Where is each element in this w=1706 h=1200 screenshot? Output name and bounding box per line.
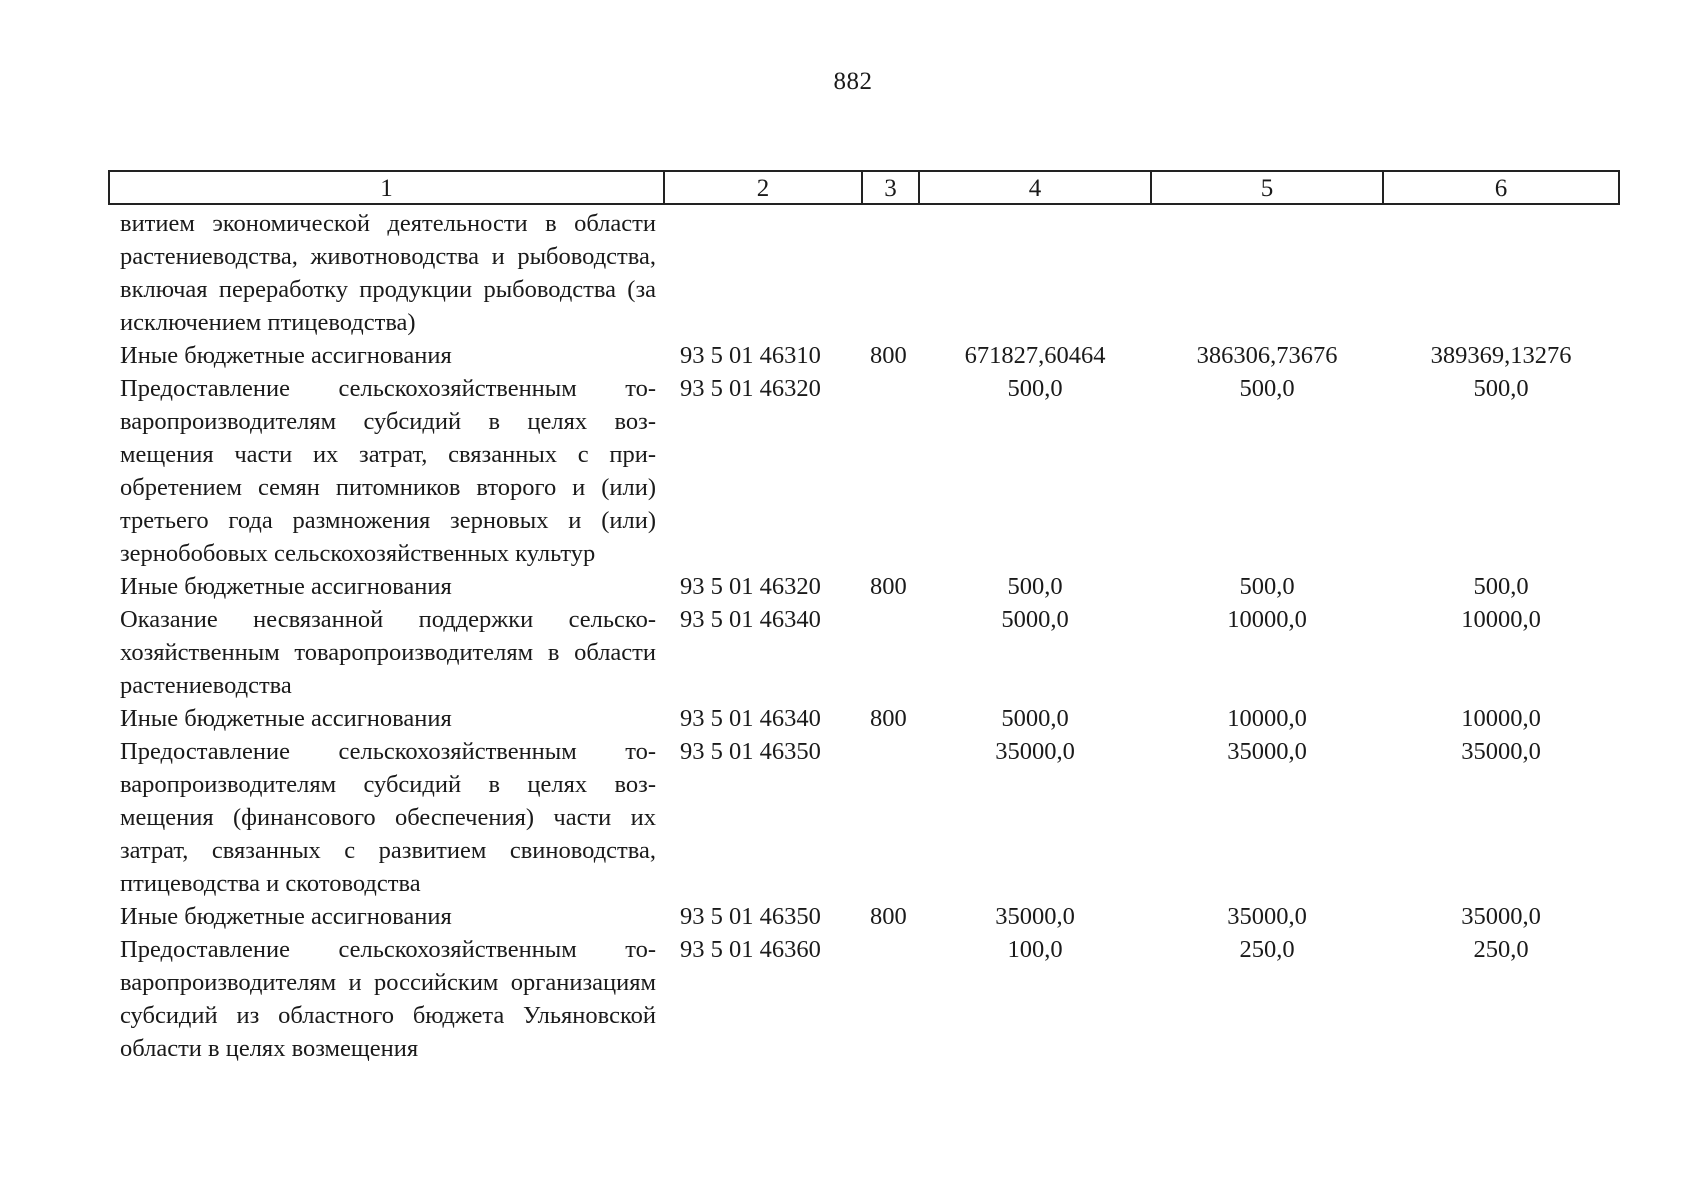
column-header-3: 3	[862, 171, 919, 204]
row-name: Иные бюджетные ассигнования	[120, 342, 452, 369]
row-value-col4	[919, 204, 1151, 339]
row-value-col4: 671827,60464	[964, 342, 1106, 369]
row-expense-type: 800	[870, 903, 907, 930]
row-value-col6: 35000,0	[1461, 903, 1541, 930]
row-expense-type	[862, 372, 919, 570]
row-name: Иные бюджетные ассигнования	[120, 903, 452, 930]
column-header-6: 6	[1383, 171, 1619, 204]
table-row	[109, 372, 1619, 570]
row-code	[664, 204, 862, 339]
row-value-col5: 500,0	[1239, 573, 1295, 600]
row-name: Иные бюджетные ассигнования	[120, 705, 452, 732]
table-row	[109, 933, 1619, 1065]
table-row	[109, 603, 1619, 702]
row-code: 93 5 01 46350	[680, 903, 821, 930]
table-row	[109, 339, 1619, 372]
row-code: 93 5 01 46340	[680, 606, 821, 633]
row-value-col4: 35000,0	[995, 903, 1075, 930]
row-value-col4: 500,0	[1007, 375, 1063, 402]
row-code: 93 5 01 46360	[680, 936, 821, 963]
table-row	[109, 204, 1619, 339]
row-value-col6: 389369,13276	[1430, 342, 1572, 369]
row-value-col5: 250,0	[1239, 936, 1295, 963]
row-value-col6: 500,0	[1473, 573, 1529, 600]
row-value-col5: 35000,0	[1227, 903, 1307, 930]
row-name: витием экономической деятельности в области растениеводства, животноводства и рыбоводства, включая переработку продукции рыбоводства (за исключением птицеводства)	[120, 210, 656, 336]
page-number: 882	[833, 68, 873, 95]
table-row	[109, 735, 1619, 900]
row-code: 93 5 01 46320	[680, 573, 821, 600]
row-value-col6: 250,0	[1473, 936, 1529, 963]
row-expense-type	[862, 735, 919, 900]
row-value-col6	[1383, 204, 1619, 339]
row-value-col6: 10000,0	[1461, 606, 1541, 633]
row-value-col5: 35000,0	[1227, 738, 1307, 765]
row-code: 93 5 01 46340	[680, 705, 821, 732]
row-value-col5: 386306,73676	[1196, 342, 1338, 369]
row-value-col5: 10000,0	[1227, 606, 1307, 633]
row-value-col4: 35000,0	[995, 738, 1075, 765]
table-row	[109, 900, 1619, 933]
row-expense-type	[862, 603, 919, 702]
table-body	[109, 204, 1619, 1065]
column-header-2: 2	[664, 171, 862, 204]
row-name: Предоставление сельскохозяйственным товаропроизводителям и российским организациям субсидий из областного бюджета Ульяновской области в целях возмещения	[120, 936, 656, 1062]
row-code: 93 5 01 46320	[680, 375, 821, 402]
row-value-col4: 100,0	[1007, 936, 1063, 963]
row-code: 93 5 01 46350	[680, 738, 821, 765]
column-header-1: 1	[109, 171, 664, 204]
row-expense-type: 800	[870, 342, 907, 369]
row-value-col6: 10000,0	[1461, 705, 1541, 732]
row-expense-type	[862, 204, 919, 339]
table-header	[109, 171, 1619, 204]
row-value-col6: 500,0	[1473, 375, 1529, 402]
budget-table	[108, 170, 1620, 1065]
table-row	[109, 702, 1619, 735]
row-value-col4: 500,0	[1007, 573, 1063, 600]
row-value-col4: 5000,0	[1001, 705, 1069, 732]
row-name: Предоставление сельскохозяйственным товаропроизводителям субсидий в целях возмещения части их затрат, связанных с приобретением семян питомников второго и (или) третьего года размножения зерновых и (или) зернобобовых сельскохозяйственных культур	[120, 375, 656, 567]
row-name: Оказание несвязанной поддержки сельскохозяйственным товаропроизводителям в области растениеводства	[120, 606, 656, 699]
row-value-col5: 10000,0	[1227, 705, 1307, 732]
table-row	[109, 570, 1619, 603]
row-expense-type: 800	[870, 705, 907, 732]
row-name: Иные бюджетные ассигнования	[120, 573, 452, 600]
column-header-4: 4	[919, 171, 1151, 204]
row-value-col5: 500,0	[1239, 375, 1295, 402]
row-expense-type: 800	[870, 573, 907, 600]
row-name: Предоставление сельскохозяйственным товаропроизводителям субсидий в целях возмещения (финансового обеспечения) части их затрат, связанных с развитием свиноводства, птицеводства и скотоводства	[120, 738, 656, 897]
column-header-5: 5	[1151, 171, 1383, 204]
row-value-col5	[1151, 204, 1383, 339]
row-value-col6: 35000,0	[1461, 738, 1541, 765]
header-row	[109, 171, 1619, 204]
row-value-col4: 5000,0	[1001, 606, 1069, 633]
row-code: 93 5 01 46310	[680, 342, 821, 369]
row-expense-type	[862, 933, 919, 1065]
